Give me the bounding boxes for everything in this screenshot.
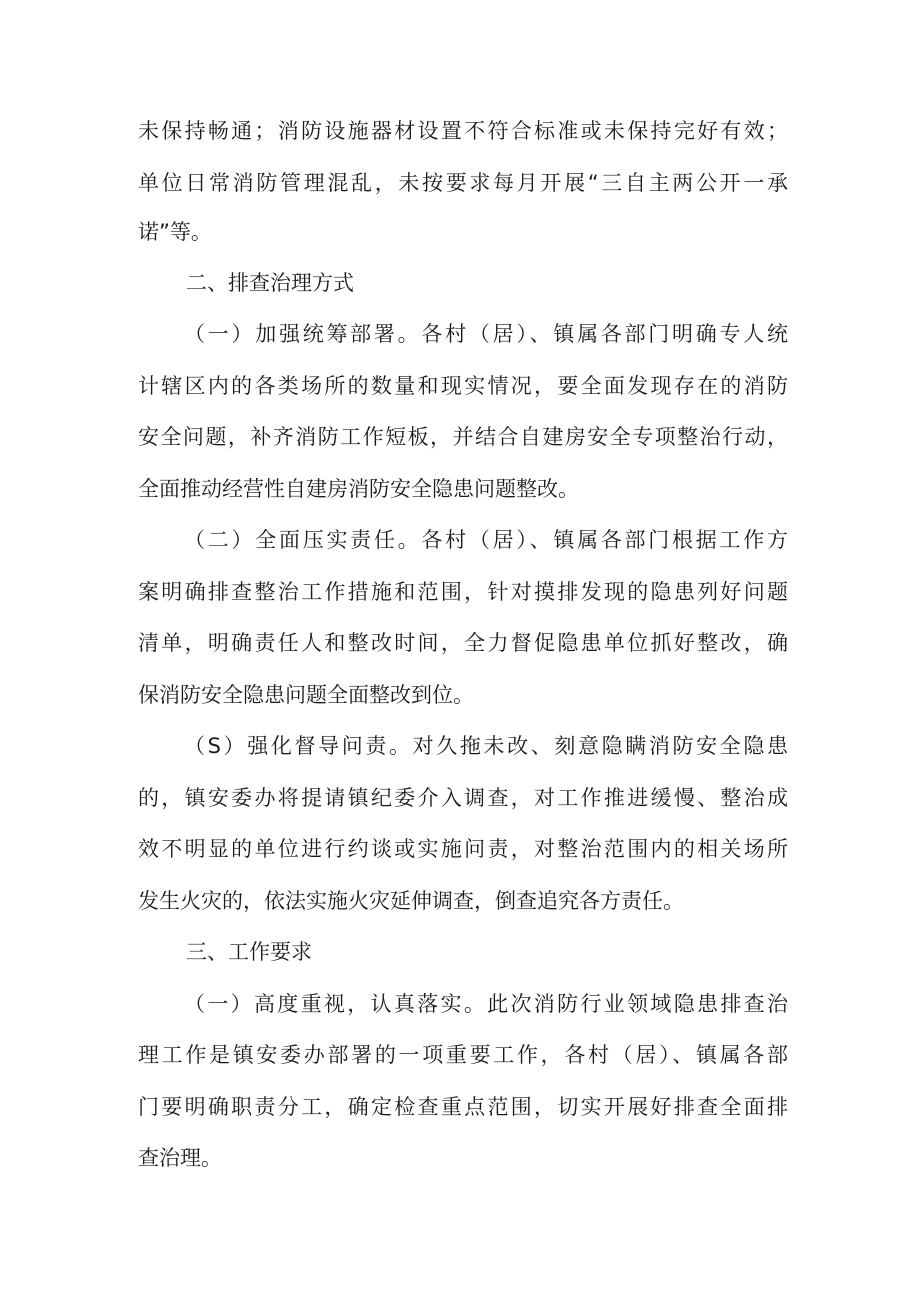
paragraph-first-line: （一）高度重视，认真落实。此次消防行业领域隐患排查治 [184, 992, 788, 1016]
text-line: 理工作是镇安委办部署的一项重要工作，各村（居）、镇属各部 [138, 1043, 788, 1067]
text-line: 未保持畅通；消防设施器材设置不符合标准或未保持完好有效； [138, 119, 788, 143]
text-line: 计辖区内的各类场所的数量和现实情况，要全面发现存在的消防 [138, 374, 788, 398]
section-heading: 二、排查治理方式 [186, 271, 354, 295]
text-line: 案明确排查整治工作措施和范围，针对摸排发现的隐患列好问题 [138, 580, 788, 604]
paragraph-first-line: （二）全面压实责任。各村（居）、镇属各部门根据工作方 [184, 528, 788, 552]
text-line: 的，镇安委办将提请镇纪委介入调查，对工作推进缓慢、整治成 [138, 786, 788, 810]
paragraph-first-line: （S）强化督导问责。对久拖未改、刻意隐瞒消防安全隐患 [184, 734, 788, 758]
text-line: 效不明显的单位进行约谈或实施问责，对整治范围内的相关场所 [138, 837, 788, 861]
text-line: 清单，明确责任人和整改时间，全力督促隐患单位抓好整改，确 [138, 631, 788, 655]
text-line: 单位日常消防管理混乱，未按要求每月开展“三自主两公开一承 [138, 171, 788, 195]
text-line: 全面推动经营性自建房消防安全隐患问题整改。 [138, 477, 579, 501]
text-line: 门要明确职责分工，确定检查重点范围，切实开展好排查全面排 [138, 1095, 788, 1119]
text-line: 保消防安全隐患问题全面整改到位。 [138, 683, 474, 707]
text-line: 查治理。 [138, 1146, 222, 1170]
section-heading: 三、工作要求 [186, 940, 312, 964]
text-line: 发生火灾的，依法实施火灾延伸调查，倒查追究各方责任。 [138, 889, 684, 913]
paragraph-first-line: （一）加强统筹部署。各村（居）、镇属各部门明确专人统 [184, 322, 788, 346]
text-line: 诺”等。 [138, 220, 212, 244]
text-line: 安全问题，补齐消防工作短板，并结合自建房安全专项整治行动， [138, 425, 788, 449]
